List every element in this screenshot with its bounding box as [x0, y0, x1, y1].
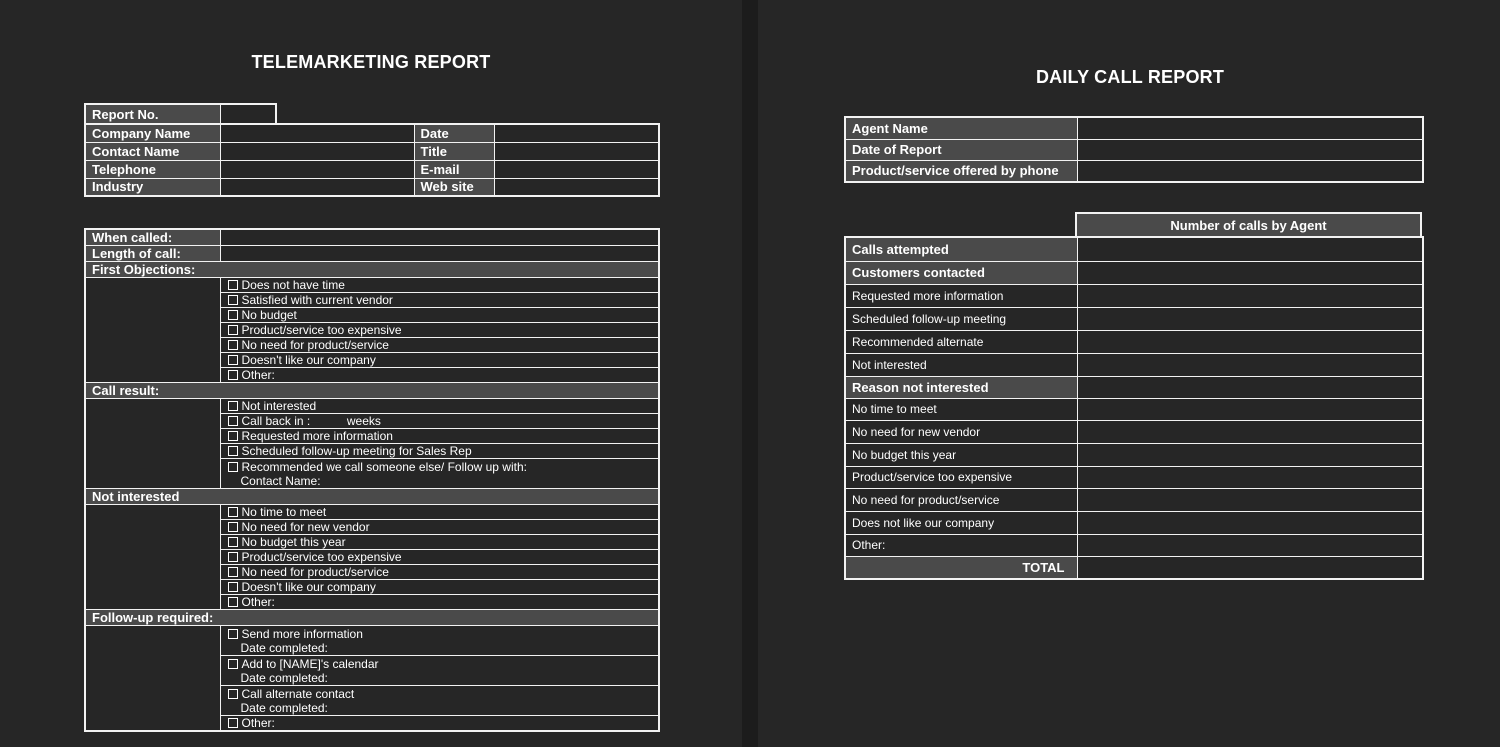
customers-contacted-label: Customers contacted	[845, 261, 1077, 284]
calls-attempted-field[interactable]	[1077, 237, 1423, 261]
contact-name-field[interactable]	[220, 142, 414, 160]
follow-up-option[interactable]: Call alternate contact Date completed:	[220, 686, 659, 716]
checkbox-icon	[228, 325, 238, 335]
checkbox-icon	[228, 416, 238, 426]
call-details-table	[84, 228, 660, 732]
calls-header-box	[1075, 212, 1422, 238]
product-field[interactable]	[1077, 160, 1423, 182]
when-called-field[interactable]	[220, 229, 659, 246]
industry-field[interactable]	[220, 178, 414, 196]
other-field[interactable]	[1077, 534, 1423, 556]
objection-option[interactable]: Doesn't like our company	[220, 353, 659, 368]
checkbox-icon	[228, 552, 238, 562]
agent-info-table	[844, 116, 1424, 183]
checkbox-icon	[228, 431, 238, 441]
first-objections-spacer	[85, 278, 220, 383]
date-completed-label: Date completed:	[240, 640, 328, 655]
company-name-field[interactable]	[220, 124, 414, 142]
calls-by-agent-header: Number of calls by Agent	[1076, 213, 1421, 237]
not-interested-option[interactable]: Doesn't like our company	[220, 580, 659, 595]
report-no-box	[84, 103, 277, 125]
not-interested-field[interactable]	[1077, 353, 1423, 376]
not-interested-option[interactable]: No budget this year	[220, 535, 659, 550]
calls-attempted-label: Calls attempted	[845, 237, 1077, 261]
checkbox-icon	[228, 597, 238, 607]
no-need-label: No need for product/service	[845, 488, 1077, 511]
checkbox-icon	[228, 280, 238, 290]
call-result-header: Call result:	[85, 383, 659, 399]
contact-name-sub-label: Contact Name:	[240, 473, 321, 488]
length-of-call-label: Length of call:	[85, 246, 220, 262]
date-label: Date	[414, 124, 494, 142]
date-of-report-label: Date of Report	[845, 139, 1077, 160]
no-budget-label: No budget this year	[845, 443, 1077, 466]
follow-up-meeting-label: Scheduled follow-up meeting	[845, 307, 1077, 330]
no-need-field[interactable]	[1077, 488, 1423, 511]
not-interested-option[interactable]: No need for product/service	[220, 565, 659, 580]
website-field[interactable]	[494, 178, 659, 196]
daily-call-report-page	[758, 0, 1500, 747]
email-field[interactable]	[494, 160, 659, 178]
follow-up-meeting-field[interactable]	[1077, 307, 1423, 330]
checkbox-icon	[228, 582, 238, 592]
customers-contacted-field[interactable]	[1077, 261, 1423, 284]
title-label: Title	[414, 142, 494, 160]
follow-up-header: Follow-up required:	[85, 610, 659, 626]
other-label: Other:	[845, 534, 1077, 556]
requested-info-label: Requested more information	[845, 284, 1077, 307]
requested-info-field[interactable]	[1077, 284, 1423, 307]
not-interested-spacer	[85, 505, 220, 610]
reason-not-interested-field[interactable]	[1077, 376, 1423, 398]
product-label: Product/service offered by phone	[845, 160, 1077, 182]
objection-option[interactable]: Other:	[220, 368, 659, 383]
objection-option[interactable]: No need for product/service	[220, 338, 659, 353]
no-new-vendor-field[interactable]	[1077, 420, 1423, 443]
not-interested-option[interactable]: No time to meet	[220, 505, 659, 520]
dislike-company-label: Does not like our company	[845, 511, 1077, 534]
follow-up-option[interactable]: Other:	[220, 716, 659, 732]
follow-up-option[interactable]: Add to [NAME]'s calendar Date completed:	[220, 656, 659, 686]
checkbox-icon	[228, 462, 238, 472]
no-budget-field[interactable]	[1077, 443, 1423, 466]
objection-option[interactable]: Satisfied with current vendor	[220, 293, 659, 308]
objection-option[interactable]: Product/service too expensive	[220, 323, 659, 338]
dislike-company-field[interactable]	[1077, 511, 1423, 534]
checkbox-icon	[228, 567, 238, 577]
not-interested-option[interactable]: Product/service too expensive	[220, 550, 659, 565]
date-completed-label: Date completed:	[240, 700, 328, 715]
page-title: DAILY CALL REPORT	[1035, 67, 1225, 87]
checkbox-icon	[228, 659, 238, 669]
length-of-call-field[interactable]	[220, 246, 659, 262]
company-info-table	[84, 123, 660, 197]
call-result-spacer	[85, 399, 220, 489]
total-field[interactable]	[1077, 556, 1423, 579]
too-expensive-field[interactable]	[1077, 466, 1423, 488]
telephone-label: Telephone	[85, 160, 220, 178]
title-field[interactable]	[494, 142, 659, 160]
checkbox-icon	[228, 689, 238, 699]
checkbox-icon	[228, 718, 238, 728]
no-new-vendor-label: No need for new vendor	[845, 420, 1077, 443]
checkbox-icon	[228, 401, 238, 411]
email-label: E-mail	[414, 160, 494, 178]
no-time-field[interactable]	[1077, 398, 1423, 420]
agent-name-label: Agent Name	[845, 117, 1077, 139]
not-interested-label: Not interested	[845, 353, 1077, 376]
date-of-report-field[interactable]	[1077, 139, 1423, 160]
checkbox-icon	[228, 355, 238, 365]
call-result-option[interactable]: Call back in : weeks	[220, 414, 659, 429]
telemarketing-report-page	[0, 0, 742, 747]
no-time-label: No time to meet	[845, 398, 1077, 420]
call-result-option[interactable]: Recommended we call someone else/ Follow up with: Contact Name:	[220, 459, 659, 489]
checkbox-icon	[228, 507, 238, 517]
call-result-option[interactable]: Requested more information	[220, 429, 659, 444]
calls-table	[844, 236, 1424, 580]
date-completed-label: Date completed:	[240, 670, 328, 685]
recommended-alternate-label: Recommended alternate	[845, 330, 1077, 353]
call-result-option[interactable]: Scheduled follow-up meeting for Sales Rep	[220, 444, 659, 459]
objection-option[interactable]: No budget	[220, 308, 659, 323]
report-no-field[interactable]	[220, 104, 276, 124]
not-interested-header: Not interested	[85, 489, 659, 505]
checkbox-icon	[228, 629, 238, 639]
page-divider	[742, 0, 758, 747]
when-called-label: When called:	[85, 229, 220, 246]
report-no-label: Report No.	[85, 104, 220, 124]
checkbox-icon	[228, 340, 238, 350]
follow-up-option[interactable]: Send more information Date completed:	[220, 626, 659, 656]
checkbox-icon	[228, 537, 238, 547]
industry-label: Industry	[85, 178, 220, 196]
company-name-label: Company Name	[85, 124, 220, 142]
agent-name-field[interactable]	[1077, 117, 1423, 139]
checkbox-icon	[228, 446, 238, 456]
too-expensive-label: Product/service too expensive	[845, 466, 1077, 488]
checkbox-icon	[228, 370, 238, 380]
objection-option[interactable]: Does not have time	[220, 278, 659, 293]
total-label: TOTAL	[845, 556, 1077, 579]
call-result-option[interactable]: Not interested	[220, 399, 659, 414]
follow-up-spacer	[85, 626, 220, 732]
page-title: TELEMARKETING REPORT	[251, 52, 491, 72]
date-field[interactable]	[494, 124, 659, 142]
website-label: Web site	[414, 178, 494, 196]
checkbox-icon	[228, 522, 238, 532]
not-interested-option[interactable]: Other:	[220, 595, 659, 610]
contact-name-label: Contact Name	[85, 142, 220, 160]
checkbox-icon	[228, 295, 238, 305]
recommended-alternate-field[interactable]	[1077, 330, 1423, 353]
checkbox-icon	[228, 310, 238, 320]
first-objections-header: First Objections:	[85, 262, 659, 278]
reason-not-interested-label: Reason not interested	[845, 376, 1077, 398]
not-interested-option[interactable]: No need for new vendor	[220, 520, 659, 535]
telephone-field[interactable]	[220, 160, 414, 178]
